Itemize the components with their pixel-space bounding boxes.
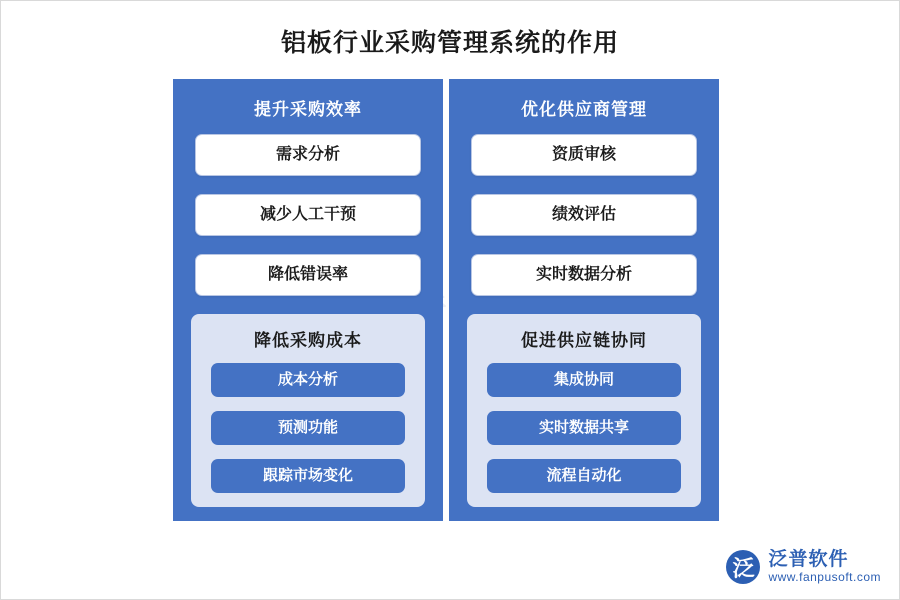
- brand-url: www.fanpusoft.com: [768, 570, 881, 585]
- list-item: 降低错误率: [195, 254, 421, 296]
- subpanel: [467, 314, 701, 507]
- subpanel-heading: 降低采购成本: [254, 331, 362, 350]
- list-item: 预测功能: [211, 411, 405, 445]
- subpanel: [191, 314, 425, 507]
- diagram-column-left: [173, 79, 443, 521]
- diagram-column-right: [449, 79, 719, 521]
- page-title: 铝板行业采购管理系统的作用: [280, 29, 619, 57]
- list-item: 需求分析: [195, 134, 421, 176]
- column-heading: 提升采购效率: [254, 100, 362, 119]
- diagram-columns: [173, 79, 719, 521]
- subpanel-heading: 促进供应链协同: [521, 331, 647, 350]
- list-item: 实时数据共享: [487, 411, 681, 445]
- company-logo-icon: 泛: [726, 550, 760, 584]
- list-item: 成本分析: [211, 363, 405, 397]
- list-item: 流程自动化: [487, 459, 681, 493]
- list-item: 实时数据分析: [471, 254, 697, 296]
- brand-text: [768, 549, 881, 585]
- brand-logo-block: [726, 549, 881, 585]
- list-item: 集成协同: [487, 363, 681, 397]
- column-heading: 优化供应商管理: [521, 100, 647, 119]
- list-item: 绩效评估: [471, 194, 697, 236]
- brand-name: 泛普软件: [768, 549, 849, 571]
- list-item: 资质审核: [471, 134, 697, 176]
- list-item: 跟踪市场变化: [211, 459, 405, 493]
- list-item: 减少人工干预: [195, 194, 421, 236]
